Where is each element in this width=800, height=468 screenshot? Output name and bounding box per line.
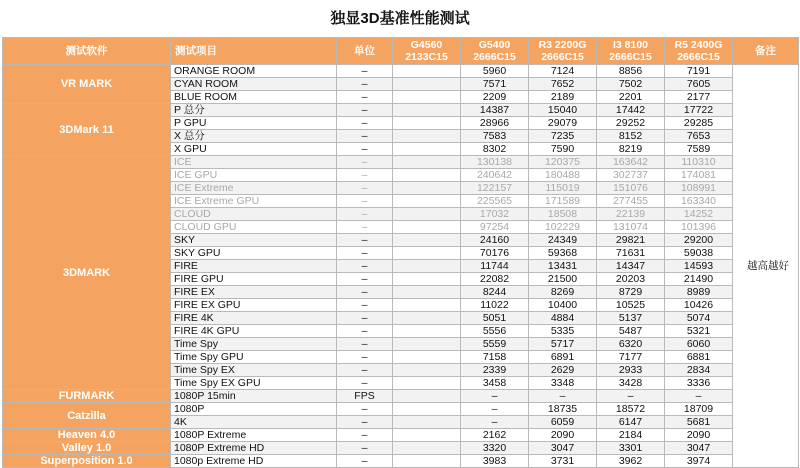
test-item-cell: 4K xyxy=(171,416,337,429)
test-item-cell: 1080P Extreme xyxy=(171,429,337,442)
score-cell: 22139 xyxy=(597,208,665,221)
score-cell: 5487 xyxy=(597,325,665,338)
score-cell-empty xyxy=(393,442,461,455)
score-cell-empty xyxy=(393,104,461,117)
unit-cell: – xyxy=(337,208,393,221)
page-title: 独显3D基准性能测试 xyxy=(330,10,470,27)
gpu-mem: 2666C15 xyxy=(677,51,720,63)
unit-cell: – xyxy=(337,247,393,260)
unit-cell: – xyxy=(337,130,393,143)
score-cell-empty xyxy=(393,377,461,390)
test-item-cell: ICE GPU xyxy=(171,169,337,182)
score-cell-empty xyxy=(393,455,461,468)
unit-cell: – xyxy=(337,143,393,156)
score-cell: 11744 xyxy=(461,260,529,273)
score-cell: 18508 xyxy=(529,208,597,221)
unit-cell: – xyxy=(337,442,393,455)
header-gpu xyxy=(393,38,461,65)
score-cell: 8152 xyxy=(597,130,665,143)
score-cell-empty xyxy=(393,91,461,104)
score-cell: 131074 xyxy=(597,221,665,234)
score-cell: 3047 xyxy=(529,442,597,455)
test-item-cell: ICE Extreme GPU xyxy=(171,195,337,208)
score-cell: 5051 xyxy=(461,312,529,325)
score-cell: 2201 xyxy=(597,91,665,104)
unit-cell: – xyxy=(337,156,393,169)
unit-cell: – xyxy=(337,234,393,247)
score-cell: 18735 xyxy=(529,403,597,416)
test-item-cell: Time Spy EX xyxy=(171,364,337,377)
score-cell: 8244 xyxy=(461,286,529,299)
score-cell: 174081 xyxy=(665,169,733,182)
score-cell: 70176 xyxy=(461,247,529,260)
score-cell-empty xyxy=(393,247,461,260)
score-cell: 5681 xyxy=(665,416,733,429)
header-gpu xyxy=(529,38,597,65)
score-cell-empty xyxy=(393,286,461,299)
unit-cell: – xyxy=(337,455,393,468)
header-note: 备注 xyxy=(733,38,799,65)
score-cell: 5960 xyxy=(461,65,529,78)
score-cell: – xyxy=(665,390,733,403)
score-cell: 5335 xyxy=(529,325,597,338)
score-cell: 8856 xyxy=(597,65,665,78)
score-cell: 7571 xyxy=(461,78,529,91)
header-gpu xyxy=(665,38,733,65)
unit-cell: – xyxy=(337,312,393,325)
table-row xyxy=(3,455,799,468)
score-cell-empty xyxy=(393,208,461,221)
score-cell: 71631 xyxy=(597,247,665,260)
score-cell-empty xyxy=(393,143,461,156)
unit-cell: – xyxy=(337,299,393,312)
test-item-cell: BLUE ROOM xyxy=(171,91,337,104)
score-cell: – xyxy=(461,390,529,403)
score-cell: 14387 xyxy=(461,104,529,117)
score-cell: 2177 xyxy=(665,91,733,104)
score-cell: 3320 xyxy=(461,442,529,455)
score-cell: 59368 xyxy=(529,247,597,260)
score-cell: 7605 xyxy=(665,78,733,91)
score-cell: 2090 xyxy=(529,429,597,442)
score-cell: 3336 xyxy=(665,377,733,390)
score-cell: 3428 xyxy=(597,377,665,390)
score-cell: 11022 xyxy=(461,299,529,312)
table-row xyxy=(3,156,799,169)
score-cell: 3458 xyxy=(461,377,529,390)
score-cell-empty xyxy=(393,195,461,208)
test-item-cell: SKY GPU xyxy=(171,247,337,260)
unit-cell: – xyxy=(337,325,393,338)
unit-cell: – xyxy=(337,182,393,195)
score-cell: 2339 xyxy=(461,364,529,377)
score-cell: 24349 xyxy=(529,234,597,247)
score-cell: 7124 xyxy=(529,65,597,78)
score-cell: 8219 xyxy=(597,143,665,156)
test-item-cell: FIRE 4K xyxy=(171,312,337,325)
header-item: 测试项目 xyxy=(171,38,337,65)
score-cell: 21500 xyxy=(529,273,597,286)
score-cell-empty xyxy=(393,338,461,351)
score-cell-empty xyxy=(393,325,461,338)
test-item-cell: ICE Extreme xyxy=(171,182,337,195)
score-cell: 17442 xyxy=(597,104,665,117)
table-row xyxy=(3,403,799,416)
software-cell: Valley 1.0 xyxy=(3,442,171,455)
score-cell: 2933 xyxy=(597,364,665,377)
score-cell: 3301 xyxy=(597,442,665,455)
score-cell-empty xyxy=(393,78,461,91)
score-cell: 8989 xyxy=(665,286,733,299)
score-cell: 20203 xyxy=(597,273,665,286)
score-cell: – xyxy=(461,403,529,416)
score-cell: 29821 xyxy=(597,234,665,247)
score-cell: 302737 xyxy=(597,169,665,182)
unit-cell: – xyxy=(337,377,393,390)
software-cell: 3DMARK xyxy=(3,156,171,390)
test-item-cell: 1080P Extreme HD xyxy=(171,442,337,455)
score-cell: – xyxy=(461,416,529,429)
software-cell: 3DMark 11 xyxy=(3,104,171,156)
score-cell: 3348 xyxy=(529,377,597,390)
test-item-cell: CLOUD GPU xyxy=(171,221,337,234)
software-cell: FURMARK xyxy=(3,390,171,403)
score-cell: 18709 xyxy=(665,403,733,416)
score-cell: 5559 xyxy=(461,338,529,351)
score-cell: 24160 xyxy=(461,234,529,247)
score-cell: 8729 xyxy=(597,286,665,299)
score-cell: 10426 xyxy=(665,299,733,312)
score-cell: 17032 xyxy=(461,208,529,221)
score-cell: 3974 xyxy=(665,455,733,468)
score-cell: 163340 xyxy=(665,195,733,208)
score-cell-empty xyxy=(393,156,461,169)
header-gpu xyxy=(597,38,665,65)
gpu-mem: 2666C15 xyxy=(609,51,652,63)
score-cell-empty xyxy=(393,65,461,78)
score-cell: 17722 xyxy=(665,104,733,117)
score-cell: 7583 xyxy=(461,130,529,143)
score-cell: 3731 xyxy=(529,455,597,468)
score-cell: 6881 xyxy=(665,351,733,364)
unit-cell: – xyxy=(337,416,393,429)
score-cell: 3047 xyxy=(665,442,733,455)
test-item-cell: CLOUD xyxy=(171,208,337,221)
test-item-cell: X GPU xyxy=(171,143,337,156)
header-row xyxy=(3,38,799,65)
score-cell: – xyxy=(529,390,597,403)
unit-cell: – xyxy=(337,286,393,299)
score-cell-empty xyxy=(393,299,461,312)
unit-cell: – xyxy=(337,351,393,364)
score-cell: 21490 xyxy=(665,273,733,286)
unit-cell: – xyxy=(337,273,393,286)
test-item-cell: FIRE xyxy=(171,260,337,273)
table-row xyxy=(3,104,799,117)
score-cell: 5074 xyxy=(665,312,733,325)
score-cell: 122157 xyxy=(461,182,529,195)
score-cell: 120375 xyxy=(529,156,597,169)
unit-cell: – xyxy=(337,104,393,117)
score-cell: 240642 xyxy=(461,169,529,182)
score-cell: 7589 xyxy=(665,143,733,156)
score-cell-empty xyxy=(393,429,461,442)
table-row xyxy=(3,65,799,78)
gpu-mem: 2666C15 xyxy=(473,51,516,63)
header-software: 测试软件 xyxy=(3,38,171,65)
score-cell: 14593 xyxy=(665,260,733,273)
score-cell-empty xyxy=(393,273,461,286)
software-cell: Heaven 4.0 xyxy=(3,429,171,442)
unit-cell: – xyxy=(337,169,393,182)
score-cell: 101396 xyxy=(665,221,733,234)
unit-cell: – xyxy=(337,221,393,234)
score-cell: 10525 xyxy=(597,299,665,312)
score-cell: 7191 xyxy=(665,65,733,78)
software-cell: Superposition 1.0 xyxy=(3,455,171,468)
score-cell: 5137 xyxy=(597,312,665,325)
score-cell-empty xyxy=(393,117,461,130)
score-cell-empty xyxy=(393,234,461,247)
score-cell: 5556 xyxy=(461,325,529,338)
gpu-name: R3 2200G xyxy=(538,38,587,51)
score-cell: 3983 xyxy=(461,455,529,468)
score-cell: 110310 xyxy=(665,156,733,169)
score-cell: 28966 xyxy=(461,117,529,130)
score-cell: 6147 xyxy=(597,416,665,429)
score-cell: 7590 xyxy=(529,143,597,156)
score-cell: 115019 xyxy=(529,182,597,195)
score-cell: 7235 xyxy=(529,130,597,143)
score-cell-empty xyxy=(393,169,461,182)
score-cell: 59038 xyxy=(665,247,733,260)
note-cell: 越高越好 xyxy=(733,65,799,468)
test-item-cell: P GPU xyxy=(171,117,337,130)
unit-cell: FPS xyxy=(337,390,393,403)
score-cell: 180488 xyxy=(529,169,597,182)
score-cell: 130138 xyxy=(461,156,529,169)
score-cell: 97254 xyxy=(461,221,529,234)
score-cell-empty xyxy=(393,182,461,195)
table-row xyxy=(3,442,799,455)
score-cell: 171589 xyxy=(529,195,597,208)
unit-cell: – xyxy=(337,364,393,377)
score-cell: 22082 xyxy=(461,273,529,286)
test-item-cell: Time Spy EX GPU xyxy=(171,377,337,390)
table-body xyxy=(3,65,799,468)
score-cell: 14347 xyxy=(597,260,665,273)
unit-cell: – xyxy=(337,429,393,442)
score-cell: 225565 xyxy=(461,195,529,208)
score-cell: 14252 xyxy=(665,208,733,221)
score-cell: 6059 xyxy=(529,416,597,429)
score-cell: 2189 xyxy=(529,91,597,104)
score-cell-empty xyxy=(393,364,461,377)
test-item-cell: ORANGE ROOM xyxy=(171,65,337,78)
score-cell: 7653 xyxy=(665,130,733,143)
score-cell: 151076 xyxy=(597,182,665,195)
unit-cell: – xyxy=(337,65,393,78)
unit-cell: – xyxy=(337,403,393,416)
score-cell: – xyxy=(597,390,665,403)
score-cell: 2184 xyxy=(597,429,665,442)
unit-cell: – xyxy=(337,260,393,273)
score-cell: 2162 xyxy=(461,429,529,442)
test-item-cell: 1080P 15min xyxy=(171,390,337,403)
score-cell: 4884 xyxy=(529,312,597,325)
test-item-cell: FIRE EX xyxy=(171,286,337,299)
score-cell: 6891 xyxy=(529,351,597,364)
software-cell: VR MARK xyxy=(3,65,171,104)
score-cell: 6320 xyxy=(597,338,665,351)
header-gpu xyxy=(461,38,529,65)
gpu-name: G4560 xyxy=(410,38,443,51)
test-item-cell: FIRE EX GPU xyxy=(171,299,337,312)
gpu-name: R5 2400G xyxy=(674,38,723,51)
score-cell: 7177 xyxy=(597,351,665,364)
gpu-mem: 2666C15 xyxy=(541,51,584,63)
score-cell-empty xyxy=(393,130,461,143)
score-cell-empty xyxy=(393,403,461,416)
score-cell: 13431 xyxy=(529,260,597,273)
score-cell: 102229 xyxy=(529,221,597,234)
score-cell: 6060 xyxy=(665,338,733,351)
score-cell: 8302 xyxy=(461,143,529,156)
score-cell: 10400 xyxy=(529,299,597,312)
score-cell: 163642 xyxy=(597,156,665,169)
score-cell: 2090 xyxy=(665,429,733,442)
test-item-cell: FIRE 4K GPU xyxy=(171,325,337,338)
score-cell: 277455 xyxy=(597,195,665,208)
software-cell: Catzilla xyxy=(3,403,171,429)
score-cell: 7652 xyxy=(529,78,597,91)
score-cell: 2834 xyxy=(665,364,733,377)
unit-cell: – xyxy=(337,195,393,208)
score-cell: 29200 xyxy=(665,234,733,247)
test-item-cell: Time Spy xyxy=(171,338,337,351)
table-row xyxy=(3,390,799,403)
test-item-cell: FIRE GPU xyxy=(171,273,337,286)
score-cell: 5717 xyxy=(529,338,597,351)
score-cell: 7502 xyxy=(597,78,665,91)
score-cell-empty xyxy=(393,351,461,364)
score-cell: 2209 xyxy=(461,91,529,104)
test-item-cell: 1080p Extreme HD xyxy=(171,455,337,468)
test-item-cell: X 总分 xyxy=(171,130,337,143)
score-cell: 15040 xyxy=(529,104,597,117)
test-item-cell: SKY xyxy=(171,234,337,247)
test-item-cell: ICE xyxy=(171,156,337,169)
gpu-name: I3 8100 xyxy=(612,38,649,51)
header-unit: 单位 xyxy=(337,38,393,65)
score-cell: 7158 xyxy=(461,351,529,364)
gpu-mem: 2133C15 xyxy=(405,51,448,63)
score-cell-empty xyxy=(393,221,461,234)
score-cell: 3962 xyxy=(597,455,665,468)
test-item-cell: 1080P xyxy=(171,403,337,416)
score-cell: 29285 xyxy=(665,117,733,130)
score-cell: 18572 xyxy=(597,403,665,416)
unit-cell: – xyxy=(337,117,393,130)
test-item-cell: CYAN ROOM xyxy=(171,78,337,91)
score-cell-empty xyxy=(393,312,461,325)
score-cell: 29079 xyxy=(529,117,597,130)
score-cell-empty xyxy=(393,416,461,429)
score-cell: 108991 xyxy=(665,182,733,195)
benchmark-table xyxy=(2,37,799,468)
score-cell: 2629 xyxy=(529,364,597,377)
gpu-name: G5400 xyxy=(478,38,511,51)
score-cell: 29252 xyxy=(597,117,665,130)
unit-cell: – xyxy=(337,78,393,91)
test-item-cell: P 总分 xyxy=(171,104,337,117)
score-cell-empty xyxy=(393,260,461,273)
table-row xyxy=(3,429,799,442)
unit-cell: – xyxy=(337,91,393,104)
score-cell: 5321 xyxy=(665,325,733,338)
test-item-cell: Time Spy GPU xyxy=(171,351,337,364)
score-cell-empty xyxy=(393,390,461,403)
unit-cell: – xyxy=(337,338,393,351)
score-cell: 8269 xyxy=(529,286,597,299)
